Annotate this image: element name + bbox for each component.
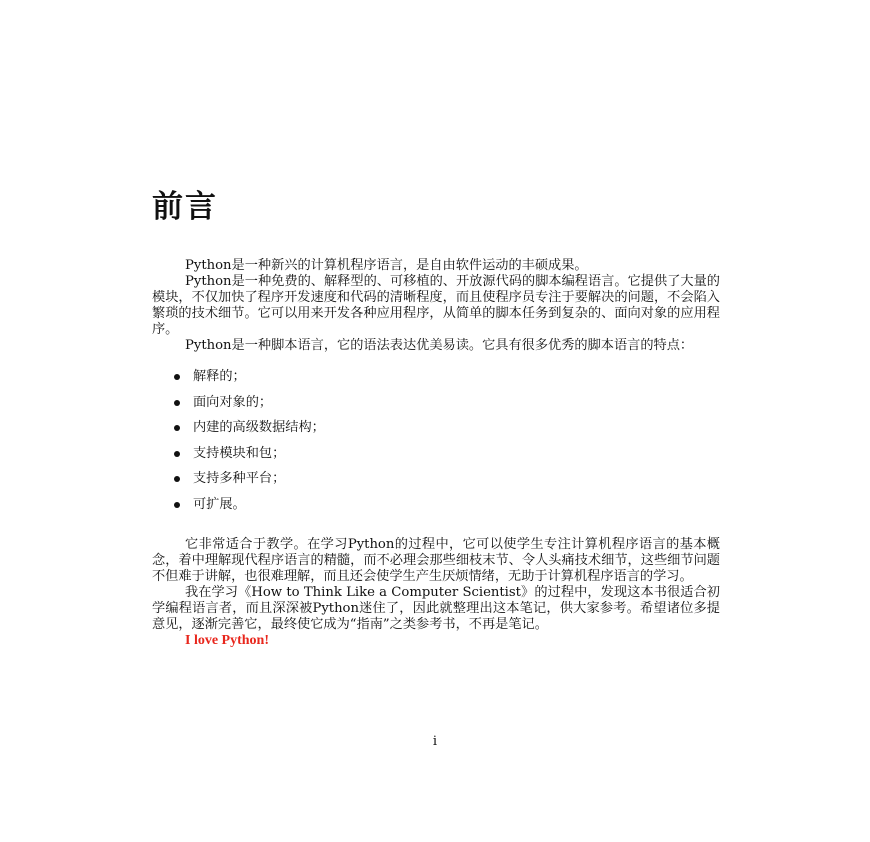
list-item bbox=[174, 497, 720, 523]
bullet-icon bbox=[174, 502, 180, 508]
bullet-icon bbox=[174, 476, 180, 482]
paragraph-intro: Python是一种新兴的计算机程序语言，是自由软件运动的丰硕成果。 bbox=[185, 258, 588, 273]
feature-text: 面向对象的； bbox=[193, 394, 273, 410]
bullet-icon bbox=[174, 425, 180, 431]
feature-text: 支持模块和包； bbox=[193, 445, 286, 461]
feature-list bbox=[152, 369, 720, 522]
chapter-title: 前言 bbox=[152, 189, 218, 225]
page-number: i bbox=[432, 734, 438, 749]
bullet-icon bbox=[174, 451, 180, 457]
paragraph-features-intro: Python是一种脚本语言，它的语法表达优美易读。它具有很多优秀的脚本语言的特点： bbox=[185, 338, 694, 353]
feature-text: 内建的高级数据结构； bbox=[193, 420, 325, 435]
paragraph-teaching: 它非常适合于教学。在学习Python的过程中，它可以使学生专注计算机程序语言的基本概念，着中理解现代程序语言的精髓，而不必理会那些细枝末节、令人头痛技术细节，这些细节问题不但难于讲解，也很难理解，而且还会使学生产生厌烦情绪，无助于计算机程序语言的学习。 bbox=[152, 537, 720, 584]
preface-body bbox=[152, 258, 720, 649]
list-item bbox=[174, 395, 720, 421]
list-item bbox=[174, 369, 720, 395]
feature-text: 可扩展。 bbox=[193, 496, 246, 512]
feature-text: 解释的； bbox=[193, 369, 246, 384]
paragraph-description: Python是一种免费的、解释型的、可移植的、开放源代码的脚本编程语言。它提供了大量的模块，不仅加快了程序开发速度和代码的清晰程度，而且使程序员专注于要解决的问题，不会陷入繁琐的技术细节。它可以用来开发各种应用程序，从简单的脚本任务到复杂的、面向对象的应用程序。 bbox=[152, 274, 720, 337]
bullet-icon bbox=[174, 400, 180, 406]
closing-line: I love Python! bbox=[185, 633, 269, 648]
paragraph-notes: 我在学习《How to Think Like a Computer Scientist》的过程中，发现这本书很适合初学编程语言者，而且深深被Python迷住了，因此就整理出这本笔记，供大家参考。希望诸位多提意见，逐渐完善它，最终使它成为“指南”之类参考书，不再是笔记。 bbox=[152, 585, 720, 632]
list-item bbox=[174, 420, 720, 446]
feature-text: 支持多种平台； bbox=[193, 471, 286, 486]
list-item bbox=[174, 471, 720, 497]
list-item bbox=[174, 446, 720, 472]
bullet-icon bbox=[174, 374, 180, 380]
